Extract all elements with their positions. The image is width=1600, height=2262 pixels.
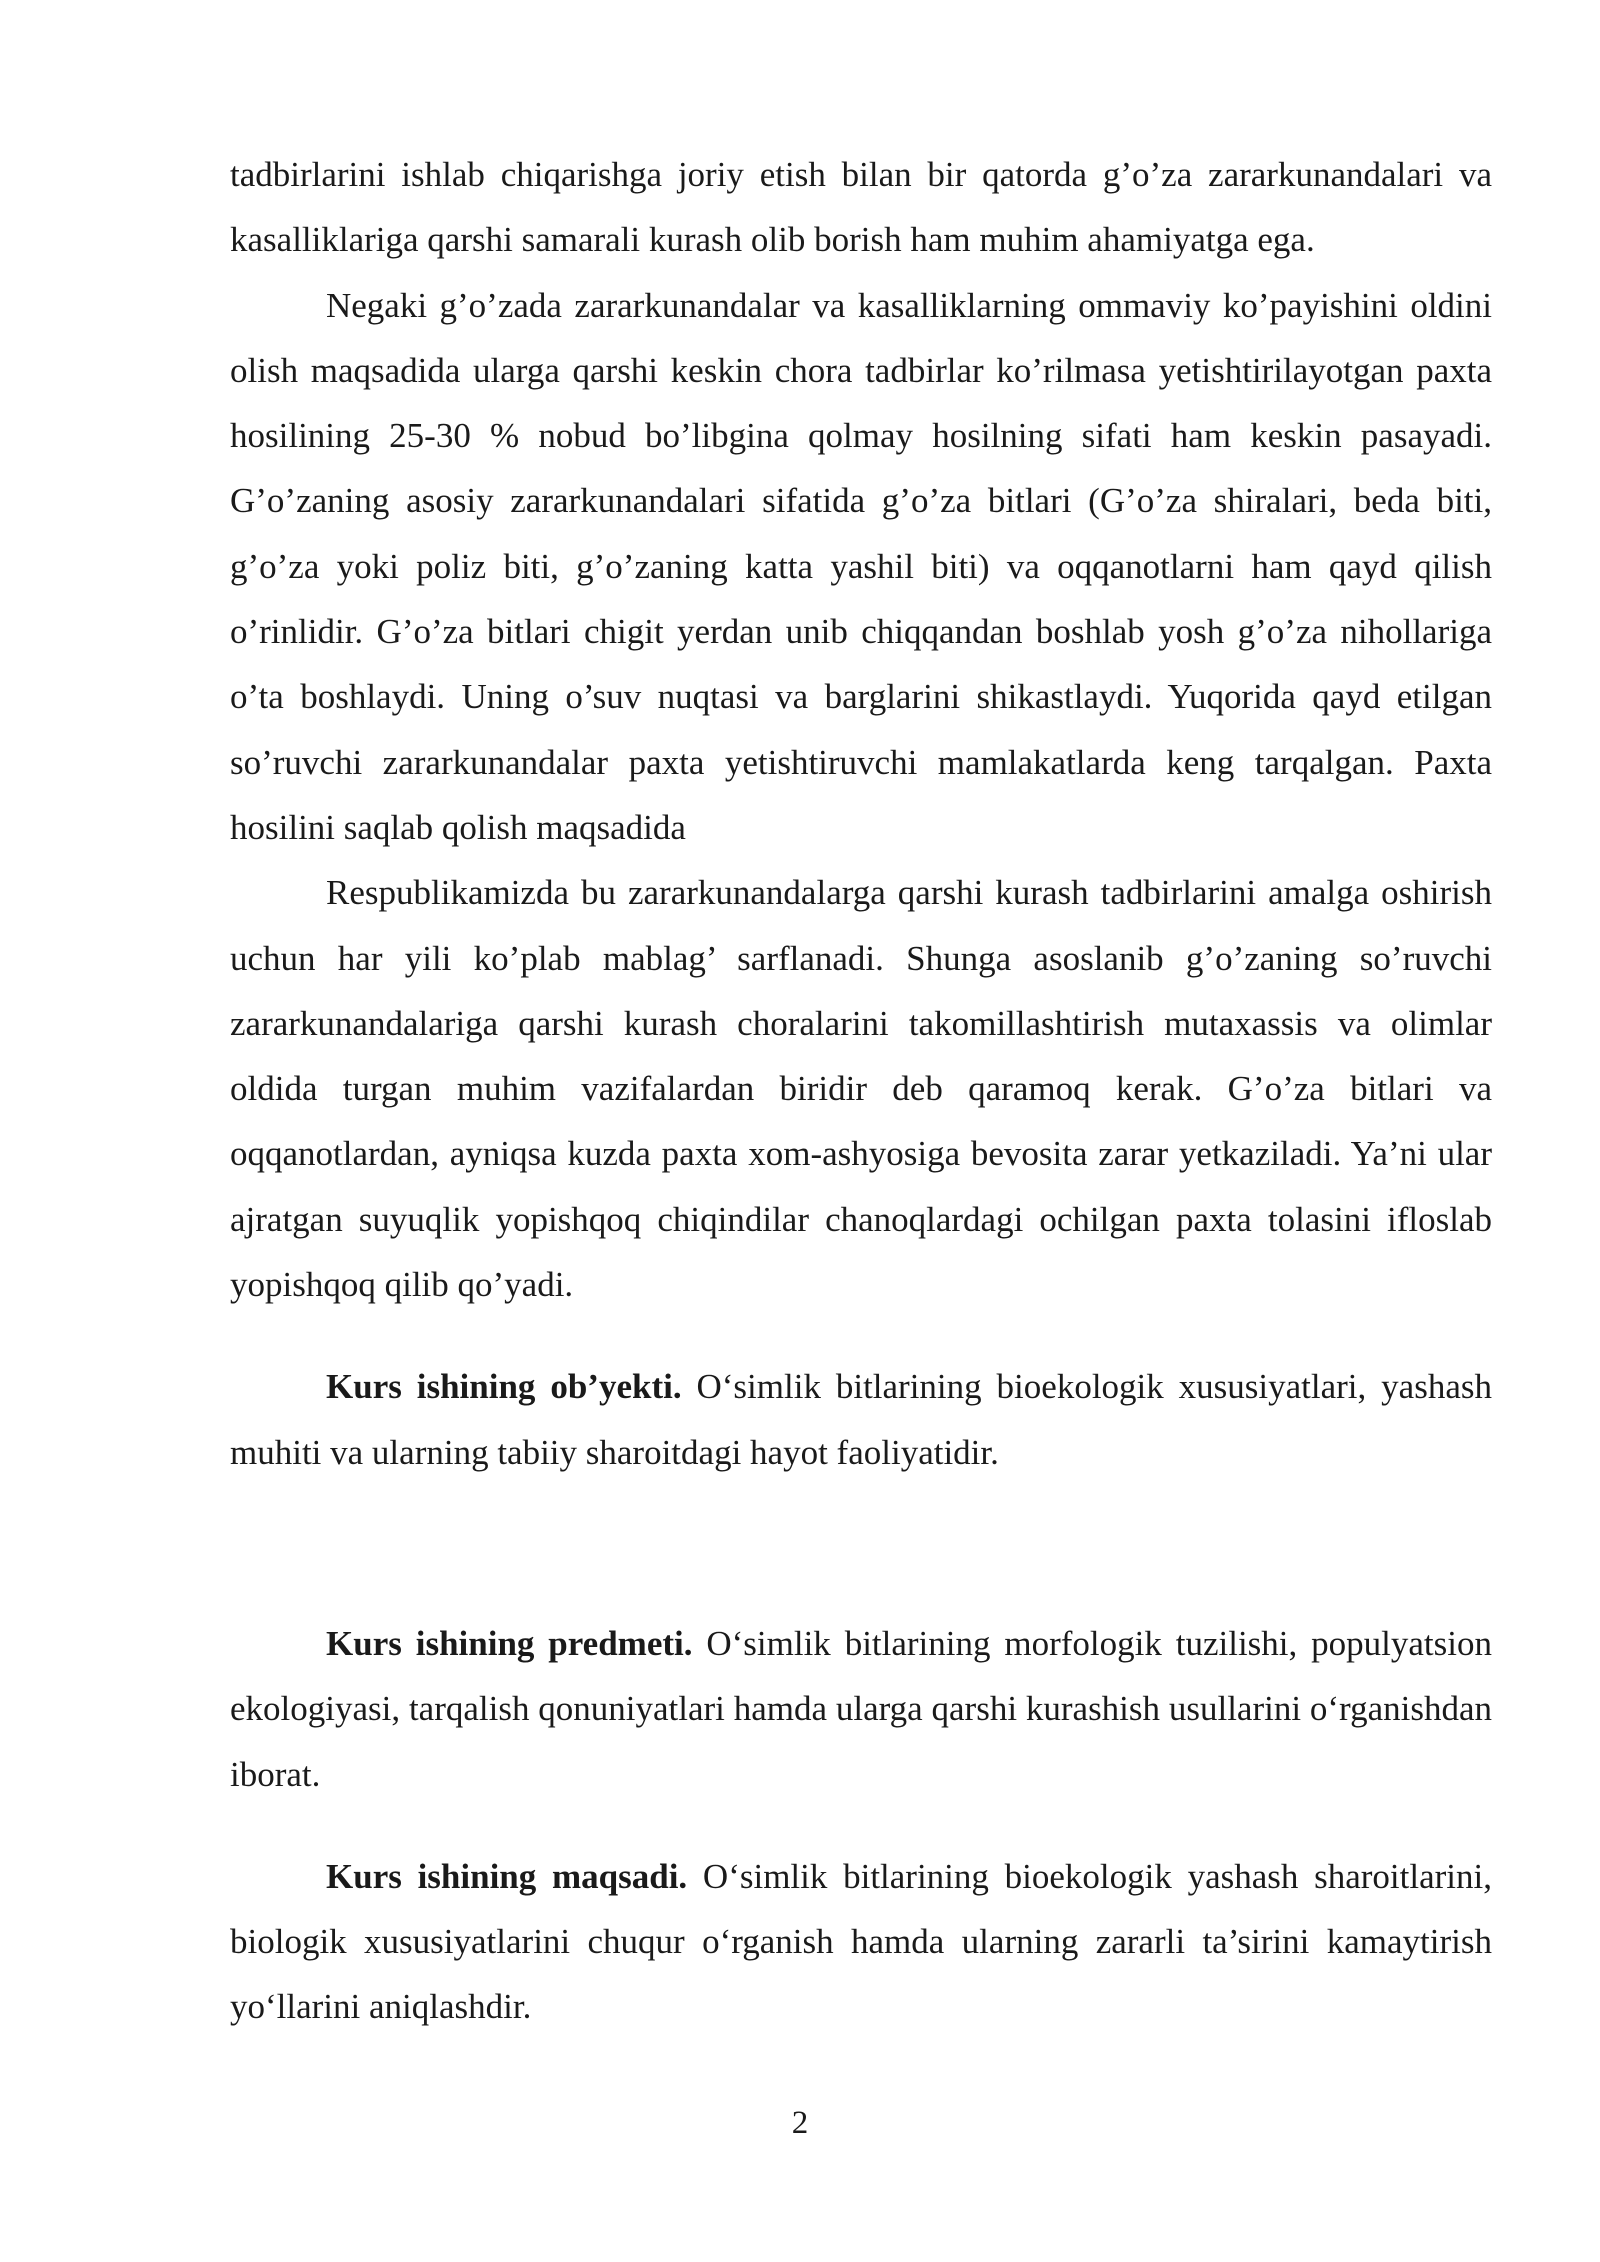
paragraph-republic-measures: Respublikamizda bu zararkunandalarga qarshi kurash tadbirlarini amalga oshirish uchun har yili ko’plab mablag’ sarflanadi. Shunga asoslanib g’o’zaning so’ruvchi zararkunandalariga qarshi kurash choralarini takomillashtirish mutaxassis va olimlar oldida turgan muhim vazifalardan biridir deb qaramoq kerak. G’o’za bitlari va oqqanotlardan, ayniqsa kuzda paxta xom-ashyosiga bevosita zarar yetkaziladi. Ya’ni ular ajratgan suyuqlik yopishqoq chiqindilar chanoqlardagi ochilgan paxta tolasini ifloslab yopishqoq qilib qo’yadi. <box>230 873 1492 1305</box>
section-subject-label: Kurs ishining predmeti. <box>326 1623 693 1663</box>
paragraph-intro-continuation: tadbirlarini ishlab chiqarishga joriy etish bilan bir qatorda g’o’za zararkunandalari va kasalliklariga qarshi samarali kurash olib borish ham muhim ahamiyatga ega. <box>230 155 1492 260</box>
section-goal <box>230 1844 1492 2040</box>
section-subject <box>230 1611 1492 1807</box>
section-goal-label: Kurs ishining maqsadi. <box>326 1856 688 1896</box>
page-number: 2 <box>791 2105 809 2141</box>
section-subject-text: O‘simlik bitlarining morfologik tuzilishi, populyatsion ekologiyasi, tarqalish qonuniyatlari hamda ularga qarshi kurashish usullarini o‘rganishdan iborat. <box>230 1623 1492 1794</box>
paragraph-pests-overview: Negaki g’o’zada zararkunandalar va kasalliklarning ommaviy ko’payishini oldini olish maqsadida ularga qarshi keskin chora tadbirlar ko’rilmasa yetishtirilayotgan paxta hosilining 25-30 % nobud bo’libgina qolmay hosilning sifati ham keskin pasayadi. G’o’zaning asosiy zararkunandalari sifatida g’o’za bitlari (G’o’za shiralari, beda biti, g’o’za yoki poliz biti, g’o’zaning katta yashil biti) va oqqanotlarni ham qayd qilish o’rinlidir. G’o’za bitlari chigit yerdan unib chiqqandan boshlab yosh g’o’za nihollariga o’ta boshlaydi. Uning o’suv nuqtasi va barglarini shikastlaydi. Yuqorida qayd etilgan so’ruvchi zararkunandalar paxta yetishtiruvchi mamlakatlarda keng tarqalgan. Paxta hosilini saqlab qolish maqsadida <box>230 285 1492 847</box>
section-object-label: Kurs ishining ob’yekti. <box>326 1367 682 1407</box>
section-object-text: O‘simlik bitlarining bioekologik xususiyatlari, yashash muhiti va ularning tabiiy sharoitdagi hayot faoliyatidir. <box>230 1367 1492 1472</box>
document-page <box>230 142 1492 2040</box>
section-goal-text: O‘simlik bitlarining bioekologik yashash sharoitlarini, biologik xususiyatlarini chuqur o‘rganish hamda ularning zararli ta’sirini kamaytirish yo‘llarini aniqlashdir. <box>230 1856 1492 2027</box>
section-object <box>230 1354 1492 1485</box>
